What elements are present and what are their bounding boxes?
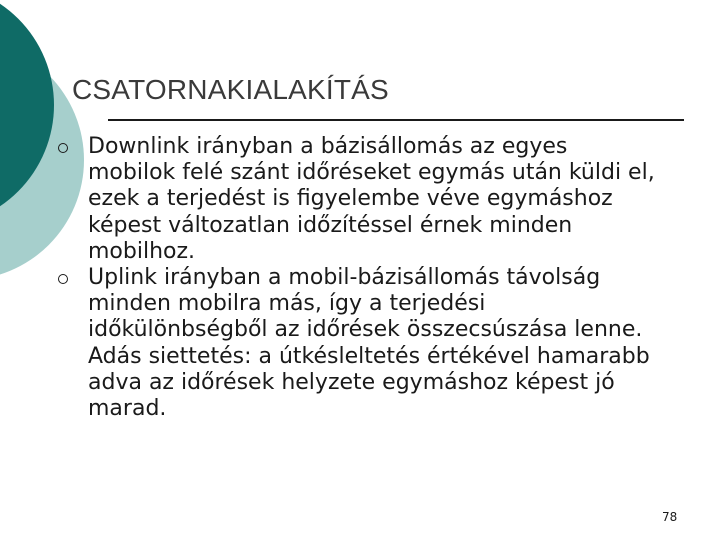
bullet-text: Uplink irányban a mobil-bázisállomás távolság minden mobilra más, így a terjedési időkülönbségből az időrések összecsúszása lenne. Adás siettetés: a útkésleltetés értékével hamarabb adva az időrések helyzete egymáshoz képest jó marad. — [88, 265, 650, 422]
title-underline — [108, 119, 684, 121]
hollow-circle-bullet-icon — [58, 143, 68, 153]
slide-title: CSATORNAKIALAKÍTÁS — [72, 74, 389, 105]
bullet-text: Downlink irányban a bázisállomás az egyes mobilok felé szánt időréseket egymás után küldi el, ezek a terjedést is figyelembe véve egymáshoz képest változatlan időzítéssel érnek minden mobilhoz. — [88, 134, 655, 264]
bullet-item-downlink — [58, 134, 658, 265]
bullet-item-uplink — [58, 265, 658, 422]
bullet-list — [58, 134, 658, 422]
hollow-circle-bullet-icon — [58, 274, 68, 284]
page-number: 78 — [662, 510, 678, 524]
